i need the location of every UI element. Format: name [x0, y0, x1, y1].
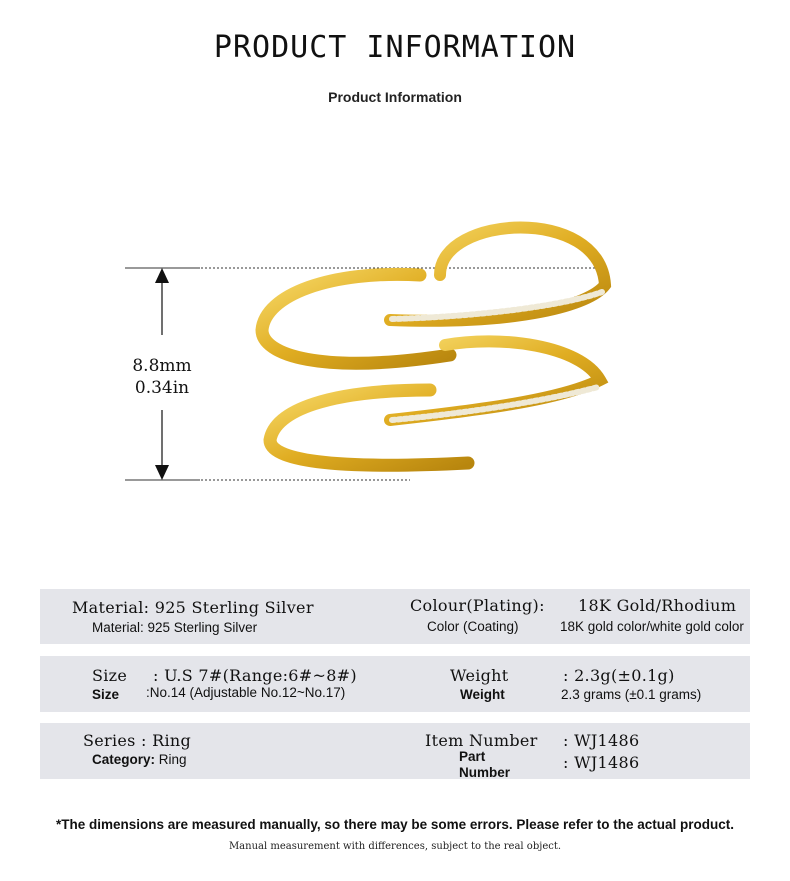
disclaimer-note-secondary: Manual measurement with differences, subject to the real object. — [228, 841, 562, 852]
dimension-in: 0.34in — [134, 378, 190, 398]
weight-label-secondary: Weight — [460, 687, 505, 702]
part-number-label-line2: Number — [459, 765, 511, 780]
weight-value-primary: : 2.3g(±0.1g) — [563, 666, 675, 685]
spec-row-series-item — [40, 723, 750, 779]
dimension-mm: 8.8mm — [132, 356, 192, 376]
part-number-label-line1: Part — [459, 749, 486, 764]
disclaimer-note: *The dimensions are measured manually, so there may be some errors. Please refer to the actual product. — [56, 817, 734, 832]
colour-label-secondary: Color (Coating) — [427, 619, 519, 634]
product-figure — [0, 195, 790, 515]
category-value: Ring — [158, 752, 187, 767]
page-subtitle: Product Information — [328, 89, 462, 105]
spec-row-size-weight — [40, 656, 750, 712]
colour-value-secondary: 18K gold color/white gold color — [560, 619, 744, 634]
page-title: PRODUCT INFORMATION — [213, 30, 577, 65]
item-number-value: : WJ1486 — [563, 731, 640, 750]
spec-row-material-colour — [40, 589, 750, 644]
ring-band — [262, 228, 605, 466]
category-label-secondary — [92, 752, 187, 767]
size-value-secondary: :No.14 (Adjustable No.12~No.17) — [146, 685, 346, 700]
colour-value-primary: 18K Gold/Rhodium — [578, 596, 737, 615]
colour-label-primary: Colour(Plating): — [410, 596, 545, 615]
part-number-value: : WJ1486 — [563, 753, 640, 772]
part-number-label — [459, 749, 510, 781]
weight-label-primary: Weight — [450, 666, 509, 685]
item-number-label: Item Number — [425, 731, 538, 750]
size-value-primary: : U.S 7#(Range:6#~8#) — [153, 666, 357, 685]
series-label-primary: Series : Ring — [83, 731, 192, 750]
material-label-primary: Material: 925 Sterling Silver — [72, 598, 314, 617]
category-label: Category: — [92, 752, 156, 767]
size-label-secondary: Size — [92, 687, 120, 702]
weight-value-secondary: 2.3 grams (±0.1 grams) — [561, 687, 702, 702]
material-label-secondary: Material: 925 Sterling Silver — [92, 620, 258, 635]
size-label-primary: Size — [92, 666, 128, 685]
